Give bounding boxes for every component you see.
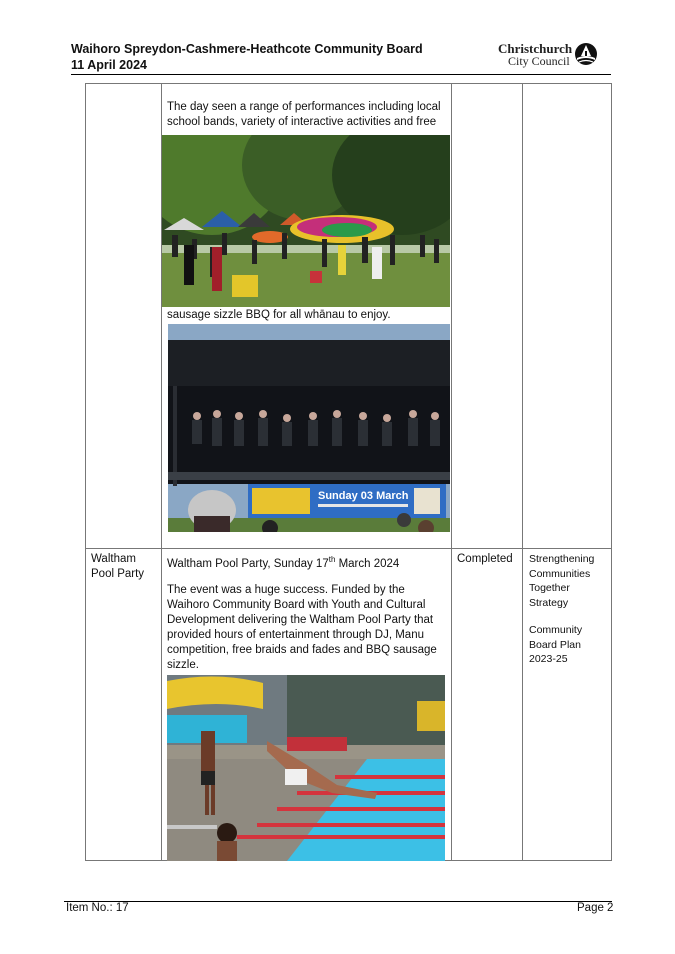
board-title	[71, 41, 423, 73]
stage-banner-text: Sunday 03 March	[318, 490, 409, 502]
pool-photo	[167, 675, 445, 861]
desc-line: Development delivering the Waltham Pool Party that	[167, 614, 434, 626]
page-number: Page 2	[577, 902, 614, 914]
event-description	[167, 583, 437, 673]
project-name	[91, 552, 144, 582]
plan-line: Community	[529, 624, 583, 636]
col-divider	[522, 84, 523, 860]
desc-line: Waihoro Community Board with Youth and Cultural	[167, 599, 426, 611]
footer-rule	[64, 901, 612, 902]
council-logo	[498, 41, 602, 69]
report-table	[85, 83, 612, 861]
project-name-line: Waltham	[91, 553, 136, 565]
row1-caption-text: sausage sizzle BBQ for all whānau to enjoy.	[167, 309, 391, 321]
spacer	[529, 610, 594, 623]
strategy-line: Communities	[529, 567, 591, 580]
plan-line: 2023-25	[529, 653, 568, 665]
meeting-date: 11 April 2024	[71, 58, 147, 72]
plan-line: Board Plan	[529, 638, 581, 651]
text-line: The day seen a range of performances including local	[167, 101, 441, 113]
desc-line: competition, free braids and fades and BBQ sausage	[167, 644, 437, 656]
project-name-line: Pool Party	[91, 568, 145, 580]
cathedral-icon	[574, 42, 598, 66]
strategy-line: Together	[529, 582, 570, 594]
desc-line: sizzle.	[167, 659, 199, 671]
stage-photo	[168, 324, 450, 532]
strategy-line: Strengthening	[529, 553, 595, 565]
logo-line2: City Council	[508, 54, 570, 68]
strategy-cell	[529, 552, 594, 667]
header-rule	[71, 74, 611, 75]
desc-line: provided hours of entertainment through DJ, Manu	[167, 629, 424, 641]
col-divider	[451, 84, 452, 860]
desc-line: The event was a huge success. Funded by the	[167, 584, 405, 596]
item-number: Item No.: 17	[66, 902, 129, 914]
festival-photo	[162, 135, 450, 307]
row1-intro-text	[167, 100, 441, 130]
row-divider	[86, 548, 611, 549]
event-title: Waltham Pool Party, Sunday 17th March 2024	[167, 555, 400, 570]
status-cell: Completed	[457, 553, 513, 565]
text-line: school bands, variety of interactive activities and free	[167, 116, 437, 128]
logo-line1: Christchurch	[498, 41, 573, 56]
strategy-line: Strategy	[529, 596, 569, 609]
board-name: Waihoro Spreydon-Cashmere-Heathcote Community Board	[71, 42, 423, 56]
